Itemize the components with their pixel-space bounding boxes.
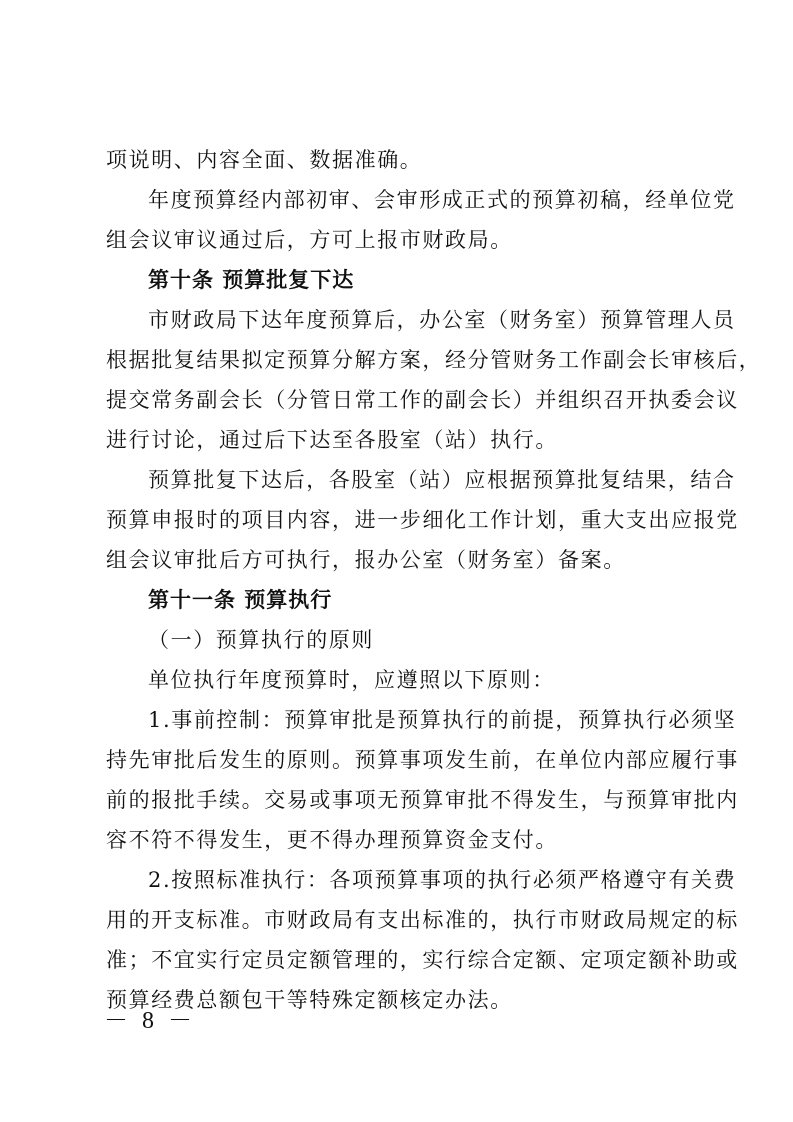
body-line-1: 项说明、内容全面、数据准确。 bbox=[106, 148, 423, 172]
body-line-14: 单位执行年度预算时，应遵照以下原则： bbox=[148, 668, 555, 692]
body-line-9: 预算批复下达后，各股室（站）应根据预算批复结果，结合 bbox=[148, 468, 736, 492]
body-line-18: 容不符不得发生，更不得办理预算资金支付。 bbox=[106, 828, 558, 852]
body-line-19: 2.按照标准执行：各项预算事项的执行必须严格遵守有关费 bbox=[148, 868, 737, 892]
body-line-8: 进行讨论，通过后下达至各股室（站）执行。 bbox=[106, 428, 558, 452]
body-line-7: 提交常务副会长（分管日常工作的副会长）并组织召开执委会议 bbox=[106, 388, 739, 412]
body-line-6: 根据批复结果拟定预算分解方案，经分管财务工作副会长审核后， bbox=[106, 348, 762, 372]
page-number: － 8 － bbox=[104, 1008, 196, 1034]
subsection-heading: （一）预算执行的原则 bbox=[148, 628, 374, 652]
body-line-5: 市财政局下达年度预算后，办公室（财务室）预算管理人员 bbox=[148, 308, 736, 332]
body-line-21: 准；不宜实行定员定额管理的，实行综合定额、定项定额补助或 bbox=[106, 948, 739, 972]
body-line-11: 组会议审批后方可执行，报办公室（财务室）备案。 bbox=[106, 548, 626, 572]
body-line-20: 用的开支标准。市财政局有支出标准的，执行市财政局规定的标 bbox=[106, 908, 739, 932]
body-line-10: 预算申报时的项目内容，进一步细化工作计划，重大支出应报党 bbox=[106, 508, 739, 532]
body-line-2: 年度预算经内部初审、会审形成正式的预算初稿，经单位党 bbox=[148, 188, 736, 212]
body-line-16: 持先审批后发生的原则。预算事项发生前，在单位内部应履行事 bbox=[106, 748, 739, 772]
section-heading-article-11: 第十一条 预算执行 bbox=[148, 588, 333, 612]
body-line-17: 前的报批手续。交易或事项无预算审批不得发生，与预算审批内 bbox=[106, 788, 739, 812]
body-line-15: 1.事前控制：预算审批是预算执行的前提，预算执行必须坚 bbox=[148, 708, 737, 732]
body-line-22: 预算经费总额包干等特殊定额核定办法。 bbox=[106, 988, 513, 1012]
section-heading-article-10: 第十条 预算批复下达 bbox=[148, 268, 355, 292]
body-line-3: 组会议审议通过后，方可上报市财政局。 bbox=[106, 228, 513, 252]
